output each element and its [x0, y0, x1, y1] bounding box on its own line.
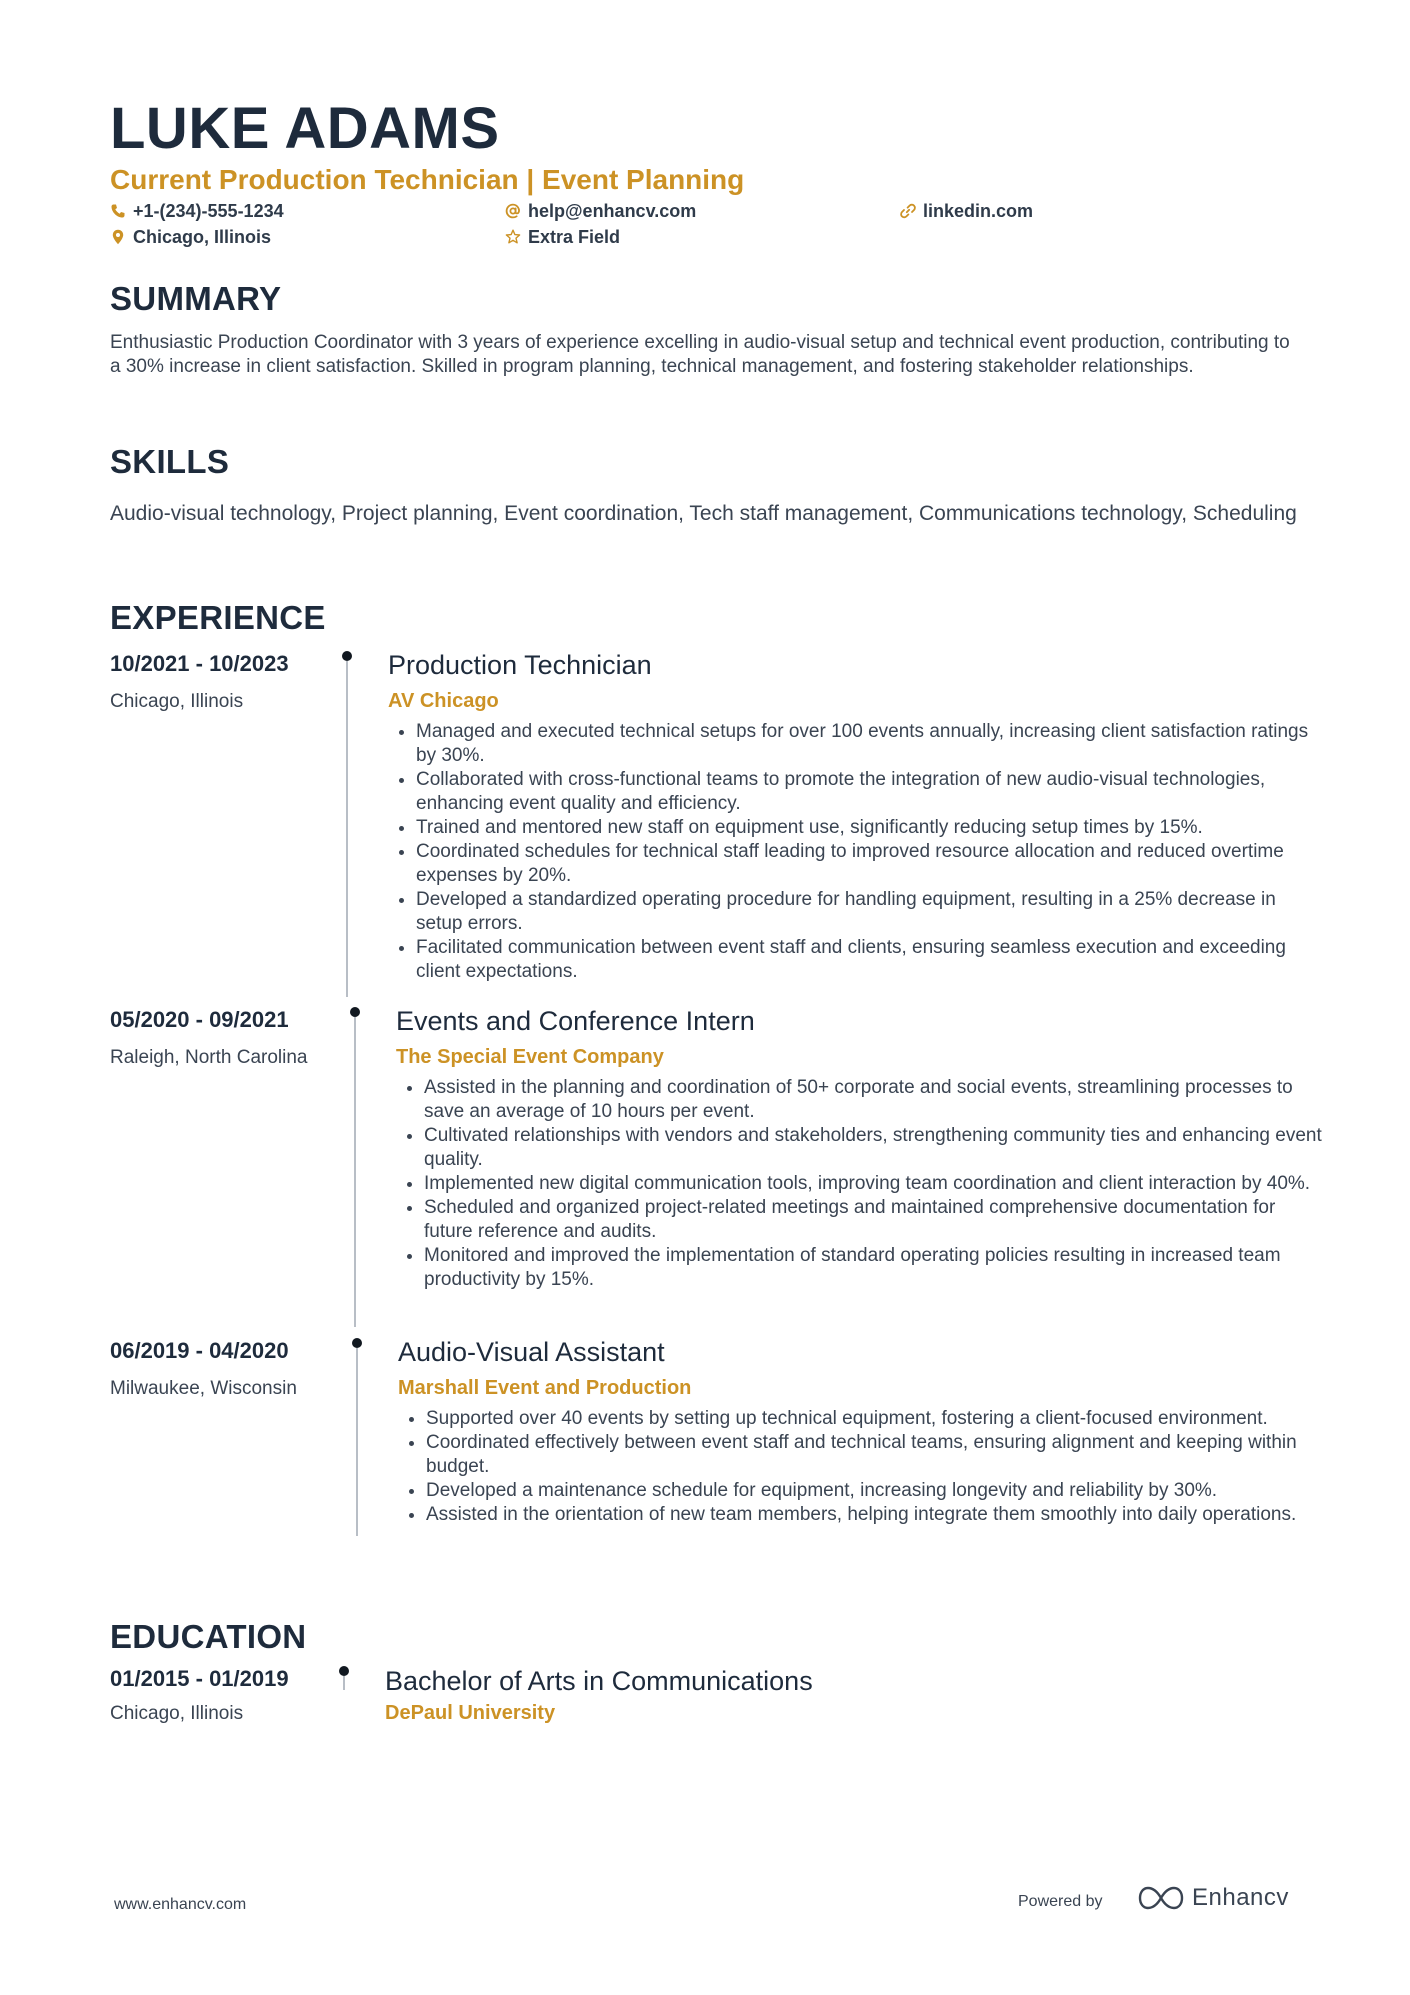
bullet-item: • Supported over 40 events by setting up technical equipment, fostering a client-focused environment.: [426, 1407, 1331, 1431]
job-3-dates: 06/2019 - 04/2020: [110, 1338, 289, 1363]
job-1-bullets: [388, 720, 1321, 984]
candidate-title: Current Production Technician | Event Planning: [110, 164, 745, 195]
extra-field-text: Extra Field: [528, 227, 621, 247]
link-icon: [900, 203, 916, 219]
bullet-item: • Developed a standardized operating procedure for handling equipment, resulting in a 25% decrease in setup errors.: [416, 888, 1321, 936]
job-2-location: Raleigh, North Carolina: [110, 1047, 308, 1068]
bullet-item: • Assisted in the planning and coordination of 50+ corporate and social events, streamlining processes to save an average of 10 hours per event.: [424, 1076, 1329, 1124]
phone-icon: [110, 203, 126, 219]
bullet-item: • Coordinated schedules for technical staff leading to improved resource allocation and reduced overtime expenses by 20%.: [416, 840, 1321, 888]
timeline-line: [354, 1017, 356, 1327]
summary-text: Enthusiastic Production Coordinator with 3 years of experience excelling in audio-visual setup and technical event production, contributing to a 30% increase in client satisfaction. Skilled in program planning, technical management, and fostering stakeholder relationships.: [110, 332, 1290, 377]
enhancv-logo[interactable]: [1138, 1884, 1289, 1912]
timeline-dot: [342, 651, 352, 661]
contact-email[interactable]: [505, 200, 696, 222]
job-2-role: Events and Conference Intern: [396, 1006, 755, 1036]
at-icon: [505, 203, 521, 219]
bullet-item: • Assisted in the orientation of new team members, helping integrate them smoothly into daily operations.: [426, 1503, 1331, 1527]
bullet-item: • Collaborated with cross-functional teams to promote the integration of new audio-visual technologies, enhancing event quality and efficiency.: [416, 768, 1321, 816]
candidate-name: LUKE ADAMS: [110, 96, 500, 161]
bullet-item: • Developed a maintenance schedule for equipment, increasing longevity and reliability by 30%.: [426, 1479, 1331, 1503]
education-dates: 01/2015 - 01/2019: [110, 1666, 289, 1691]
infinity-logo-icon: [1138, 1885, 1184, 1911]
email-text: help@enhancv.com: [528, 201, 697, 221]
education-heading: EDUCATION: [110, 1618, 307, 1655]
bullet-item: • Facilitated communication between event staff and clients, ensuring seamless execution and exceeding client expectations.: [416, 936, 1321, 984]
bullet-item: • Cultivated relationships with vendors and stakeholders, strengthening community ties and enhancing event quality.: [424, 1124, 1329, 1172]
brand-name: Enhancv: [1192, 1884, 1289, 1911]
job-1-location: Chicago, Illinois: [110, 691, 244, 712]
contact-phone: [110, 200, 284, 222]
job-3-company: Marshall Event and Production: [398, 1377, 692, 1399]
timeline-line: [356, 1348, 358, 1536]
star-icon: [505, 229, 521, 245]
education-degree: Bachelor of Arts in Communications: [385, 1666, 813, 1696]
job-1-dates: 10/2021 - 10/2023: [110, 651, 289, 676]
linkedin-text: linkedin.com: [923, 201, 1034, 221]
timeline-dot: [352, 1338, 362, 1348]
timeline-line: [346, 661, 348, 997]
job-3-bullets: [398, 1407, 1331, 1527]
bullet-item: • Scheduled and organized project-related meetings and maintained comprehensive documentation for future reference and audits.: [424, 1196, 1329, 1244]
education-school: DePaul University: [385, 1702, 556, 1724]
bullet-item: • Coordinated effectively between event staff and technical teams, ensuring alignment and keeping within budget.: [426, 1431, 1331, 1479]
job-2-company: The Special Event Company: [396, 1046, 664, 1068]
summary-heading: SUMMARY: [110, 280, 282, 317]
job-1-role: Production Technician: [388, 650, 652, 680]
job-3-location: Milwaukee, Wisconsin: [110, 1378, 297, 1399]
skills-heading: SKILLS: [110, 443, 230, 480]
location-text: Chicago, Illinois: [133, 227, 272, 247]
contact-linkedin[interactable]: [900, 200, 1033, 222]
job-2-bullets: [396, 1076, 1329, 1292]
skills-text: Audio-visual technology, Project planning, Event coordination, Tech staff management, Communications technology, Scheduling: [110, 502, 1297, 525]
phone-text: +1-(234)-555-1234: [133, 201, 284, 221]
location-pin-icon: [110, 229, 126, 245]
bullet-item: • Trained and mentored new staff on equipment use, significantly reducing setup times by 15%.: [416, 816, 1321, 840]
education-location: Chicago, Illinois: [110, 1703, 244, 1724]
experience-heading: EXPERIENCE: [110, 599, 326, 636]
job-2-dates: 05/2020 - 09/2021: [110, 1007, 289, 1032]
contact-location: [110, 226, 271, 248]
timeline-dot: [339, 1666, 349, 1676]
timeline-line: [343, 1676, 345, 1690]
job-3-role: Audio-Visual Assistant: [398, 1337, 665, 1367]
timeline-dot: [350, 1007, 360, 1017]
footer-url[interactable]: www.enhancv.com: [114, 1896, 247, 1913]
bullet-item: • Implemented new digital communication tools, improving team coordination and client interaction by 40%.: [424, 1172, 1329, 1196]
job-1-company: AV Chicago: [388, 690, 499, 712]
bullet-item: • Monitored and improved the implementation of standard operating policies resulting in increased team productivity by 15%.: [424, 1244, 1329, 1292]
contact-extra: [505, 226, 620, 248]
powered-by-label: Powered by: [1018, 1893, 1103, 1910]
bullet-item: • Managed and executed technical setups for over 100 events annually, increasing client satisfaction ratings by 30%.: [416, 720, 1321, 768]
